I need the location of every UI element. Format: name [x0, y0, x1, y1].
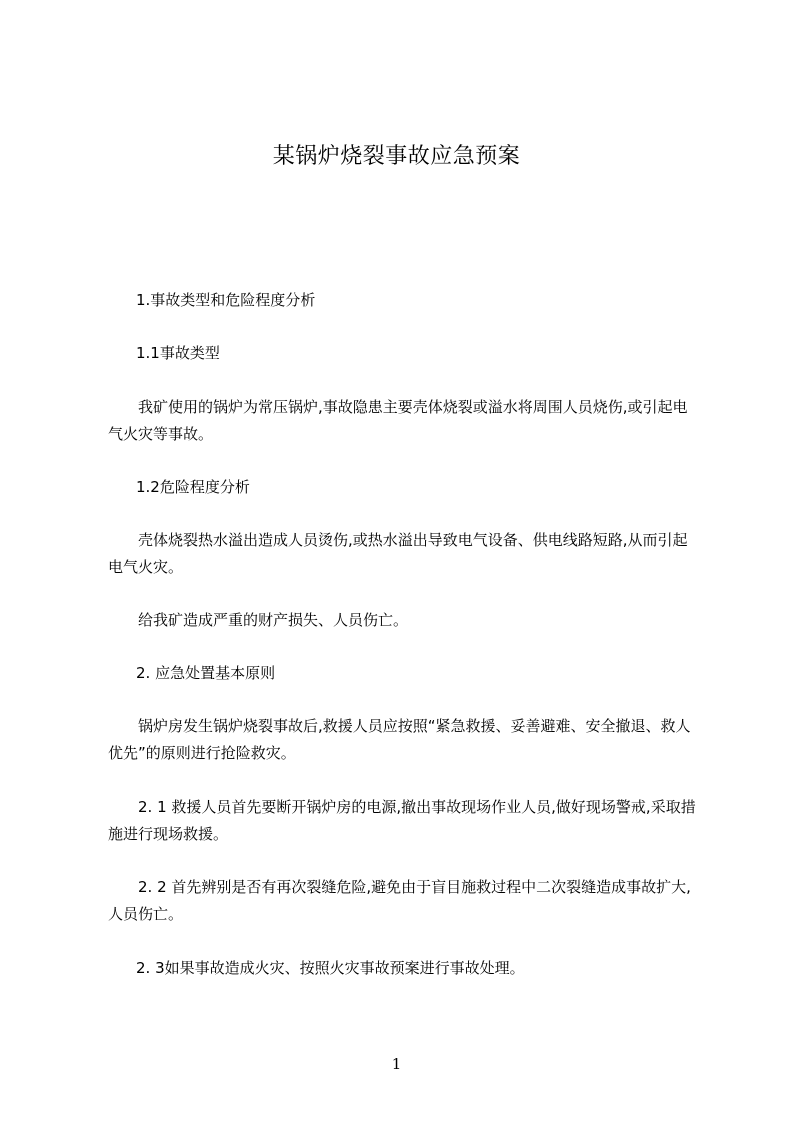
subsection-heading-1-2: 1.2危险程度分析 [136, 478, 250, 496]
subsection-heading-1-1: 1.1事故类型 [136, 344, 220, 362]
paragraph-loss: 给我矿造成严重的财产损失、人员伤亡。 [138, 611, 409, 629]
paragraph-principles: 锅炉房发生锅炉烧裂事故后,救援人员应按照“紧急救援、妥善避难、安全撤退、救人优先”的原则进行抢险救灾。 [108, 717, 691, 762]
paragraph-2-2: 2. 2 首先辨别是否有再次裂缝危险,避免由于盲目施救过程中二次裂缝造成事故扩大,人员伤亡。 [108, 878, 691, 923]
document-title: 某锅炉烧裂事故应急预案 [272, 144, 521, 169]
page-number: 1 [391, 1055, 402, 1073]
paragraph-2-3: 2. 3如果事故造成火灾、按照火灾事故预案进行事故处理。 [136, 959, 525, 977]
section-heading-1: 1.事故类型和危险程度分析 [136, 291, 316, 309]
paragraph-accident-type: 我矿使用的锅炉为常压锅炉,事故隐患主要壳体烧裂或溢水将周围人员烧伤,或引起电气火灾等事故。 [108, 398, 688, 443]
paragraph-2-1: 2. 1 救援人员首先要断开锅炉房的电源,撤出事故现场作业人员,做好现场警戒,采取措施进行现场救援。 [108, 798, 696, 843]
section-heading-2: 2. 应急处置基本原则 [136, 664, 276, 682]
paragraph-danger-analysis: 壳体烧裂热水溢出造成人员烫伤,或热水溢出导致电气设备、供电线路短路,从而引起电气火灾。 [108, 531, 688, 576]
